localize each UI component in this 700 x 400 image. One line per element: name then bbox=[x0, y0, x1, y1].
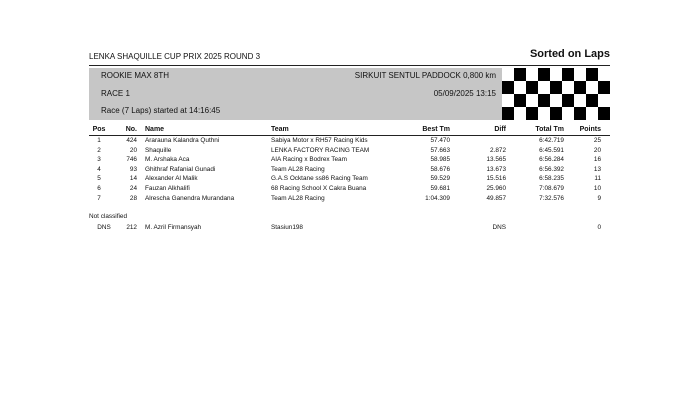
cell-total: 7:08.679 bbox=[539, 184, 564, 192]
circuit-name: SIRKUIT SENTUL PADDOCK 0,800 km bbox=[354, 71, 496, 80]
cell-no: 93 bbox=[129, 165, 137, 173]
checker-square bbox=[538, 68, 550, 81]
checker-square bbox=[550, 94, 562, 107]
checker-square bbox=[502, 107, 514, 120]
cell-name: Ararauna Kalandra Quthni bbox=[145, 137, 220, 144]
cell-name: Shaquille bbox=[145, 146, 172, 154]
checker-square bbox=[538, 94, 550, 107]
table-header bbox=[89, 124, 610, 136]
table-row bbox=[89, 165, 610, 175]
cell-team: LENKA FACTORY RACING TEAM bbox=[271, 146, 370, 154]
checker-square bbox=[574, 94, 586, 107]
checker-square bbox=[586, 68, 598, 81]
class-name: ROOKIE MAX 8TH bbox=[101, 71, 170, 80]
race-datetime: 05/09/2025 13:15 bbox=[433, 89, 496, 98]
checker-square bbox=[502, 94, 514, 107]
cell-pos: 7 bbox=[97, 194, 101, 202]
checker-square bbox=[574, 107, 586, 120]
race-info: Race (7 Laps) started at 14:16:45 bbox=[101, 106, 221, 115]
cell-diff: DNS bbox=[492, 224, 506, 232]
checker-square bbox=[514, 81, 526, 94]
col-team: Team bbox=[271, 126, 289, 133]
checker-square bbox=[562, 68, 574, 81]
cell-team: Sabiya Motor x RH57 Racing Kids bbox=[271, 137, 368, 144]
checker-square bbox=[598, 107, 610, 120]
checkered-flag-icon bbox=[502, 68, 610, 120]
cell-total: 6:58.235 bbox=[539, 175, 564, 183]
cell-points: 25 bbox=[593, 137, 601, 144]
cell-points: 11 bbox=[594, 175, 601, 183]
table-row bbox=[89, 184, 610, 194]
table-row bbox=[89, 194, 610, 204]
cell-best: 59.681 bbox=[430, 184, 450, 192]
cell-best: 57.663 bbox=[430, 146, 450, 154]
checker-square bbox=[538, 107, 550, 120]
cell-name: Alexander Al Malik bbox=[145, 175, 198, 183]
race-name: RACE 1 bbox=[101, 89, 130, 98]
col-diff: Diff bbox=[494, 126, 506, 133]
checker-square bbox=[514, 94, 526, 107]
cell-pos: 1 bbox=[97, 137, 101, 144]
table-row bbox=[89, 146, 610, 156]
title-row bbox=[89, 48, 610, 66]
cell-no: 746 bbox=[126, 156, 137, 164]
cell-team: Stasiun198 bbox=[271, 224, 303, 232]
checker-square bbox=[538, 81, 550, 94]
col-points: Points bbox=[579, 126, 601, 133]
cell-no: 20 bbox=[129, 146, 137, 154]
cell-name: Alrescha Ganendra Murandana bbox=[145, 194, 235, 202]
checker-square bbox=[598, 68, 610, 81]
cell-points: 0 bbox=[597, 224, 601, 232]
cell-total: 6:56.284 bbox=[539, 156, 564, 164]
cell-no: 14 bbox=[129, 175, 137, 183]
checker-square bbox=[514, 68, 526, 81]
cell-best: 1:04.309 bbox=[425, 194, 450, 202]
checker-square bbox=[598, 94, 610, 107]
cell-total: 6:45.591 bbox=[539, 146, 564, 154]
cell-diff: 13.565 bbox=[486, 156, 506, 164]
checker-square bbox=[586, 81, 598, 94]
cell-total: 7:32.576 bbox=[539, 194, 564, 202]
cell-diff: 2.872 bbox=[490, 146, 506, 154]
checker-square bbox=[550, 107, 562, 120]
cell-total: 6:42.719 bbox=[539, 137, 564, 144]
not-classified-table bbox=[89, 223, 610, 233]
race-banner bbox=[89, 68, 610, 120]
table-row bbox=[89, 223, 610, 233]
checker-square bbox=[514, 107, 526, 120]
cell-team: 68 Racing School X Cakra Buana bbox=[271, 184, 367, 192]
cell-points: 13 bbox=[593, 165, 601, 173]
cell-team: Team AL28 Racing bbox=[271, 165, 325, 173]
table-row bbox=[89, 174, 610, 184]
cell-best: 59.529 bbox=[430, 175, 450, 183]
cell-name: Fauzan Alkhalifi bbox=[145, 184, 190, 192]
checker-square bbox=[562, 94, 574, 107]
cell-no: 424 bbox=[126, 137, 137, 144]
checker-square bbox=[562, 81, 574, 94]
col-total: Total Tm bbox=[535, 126, 564, 133]
cell-name: M. Arshaka Aca bbox=[145, 156, 190, 164]
cell-best: 57.470 bbox=[430, 137, 450, 144]
col-no: No. bbox=[125, 126, 137, 133]
col-best: Best Tm bbox=[422, 126, 450, 133]
cell-total: 6:56.392 bbox=[539, 165, 564, 173]
cell-pos: 4 bbox=[97, 165, 101, 173]
cell-no: 212 bbox=[126, 224, 137, 232]
checker-square bbox=[526, 68, 538, 81]
event-title: LENKA SHAQUILLE CUP PRIX 2025 ROUND 3 bbox=[89, 52, 261, 61]
results-sheet bbox=[89, 48, 610, 233]
cell-points: 20 bbox=[593, 146, 601, 154]
table-row bbox=[89, 155, 610, 165]
cell-diff: 49.857 bbox=[486, 194, 506, 202]
checker-square bbox=[526, 94, 538, 107]
col-pos: Pos bbox=[92, 126, 106, 133]
checker-square bbox=[526, 81, 538, 94]
cell-best: 58.676 bbox=[430, 165, 450, 173]
col-name: Name bbox=[145, 126, 165, 133]
cell-diff: 25.960 bbox=[486, 184, 506, 192]
cell-points: 9 bbox=[597, 194, 601, 202]
cell-diff: 13.673 bbox=[486, 165, 506, 173]
checker-square bbox=[586, 94, 598, 107]
checker-square bbox=[550, 68, 562, 81]
cell-team: G.A.S Ocktane ss86 Racing Team bbox=[271, 175, 368, 183]
cell-no: 28 bbox=[129, 194, 137, 202]
checker-square bbox=[574, 68, 586, 81]
cell-no: 24 bbox=[129, 184, 137, 192]
cell-name: Ghithraf Rafanial Gunadi bbox=[145, 165, 216, 173]
cell-team: AIA Racing x Bodrex Team bbox=[271, 156, 347, 164]
cell-pos: 3 bbox=[97, 156, 101, 164]
cell-best: 58.985 bbox=[430, 156, 450, 164]
checker-square bbox=[586, 107, 598, 120]
results-table bbox=[89, 136, 610, 203]
cell-points: 16 bbox=[593, 156, 601, 164]
cell-pos: DNS bbox=[97, 224, 111, 232]
cell-diff: 15.516 bbox=[486, 175, 506, 183]
checker-square bbox=[598, 81, 610, 94]
cell-pos: 6 bbox=[97, 184, 101, 192]
cell-team: Team AL28 Racing bbox=[271, 194, 325, 202]
cell-pos: 5 bbox=[97, 175, 101, 183]
checker-square bbox=[562, 107, 574, 120]
cell-points: 10 bbox=[593, 184, 601, 192]
sort-label: Sorted on Laps bbox=[529, 48, 610, 60]
checker-square bbox=[502, 68, 514, 81]
not-classified-label: Not classified bbox=[89, 213, 128, 221]
checker-square bbox=[550, 81, 562, 94]
table-row bbox=[89, 136, 610, 146]
checker-square bbox=[574, 81, 586, 94]
checker-square bbox=[526, 107, 538, 120]
cell-name: M. Azril Firmansyah bbox=[145, 224, 202, 232]
checker-square bbox=[502, 81, 514, 94]
cell-pos: 2 bbox=[97, 146, 101, 154]
